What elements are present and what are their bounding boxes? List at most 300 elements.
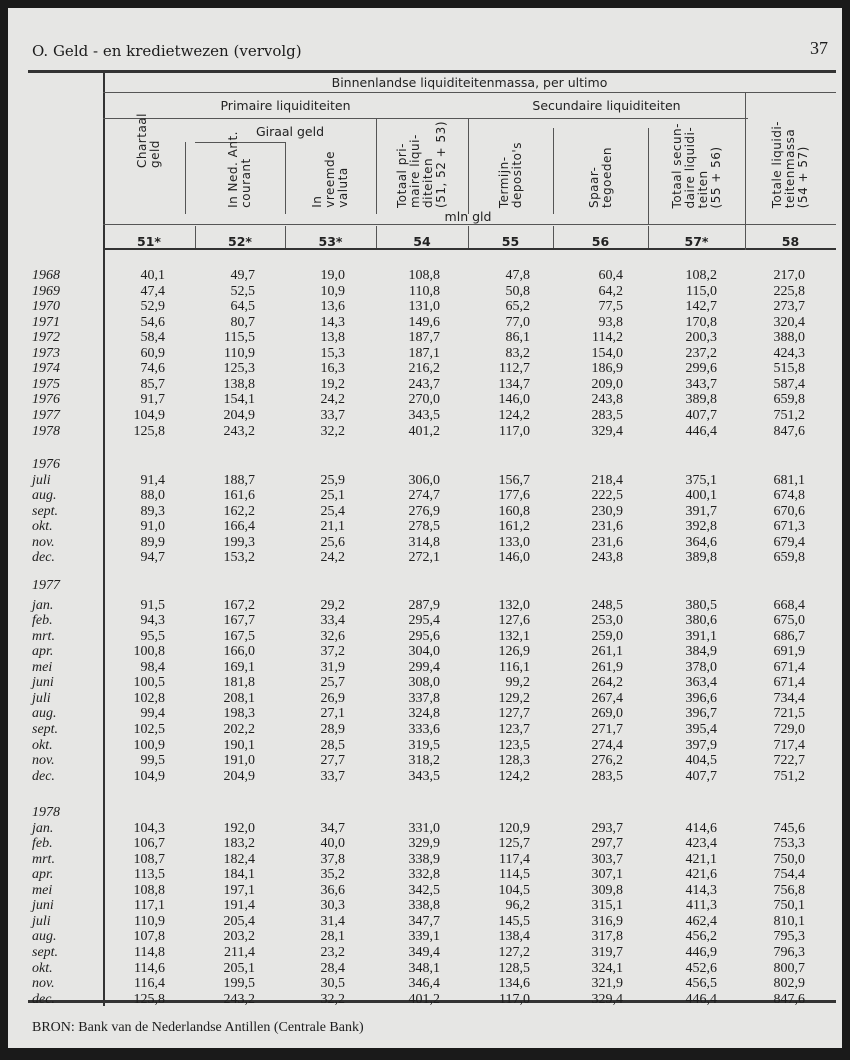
table-cell: 132,0 xyxy=(498,597,530,613)
col-divider xyxy=(648,128,649,224)
table-cell: 276,9 xyxy=(408,503,440,519)
table-cell: 400,1 xyxy=(685,488,717,504)
table-cell: 16,3 xyxy=(320,361,345,377)
table-row xyxy=(8,706,842,722)
table-cell: 671,3 xyxy=(773,519,805,535)
table-cell: 411,3 xyxy=(686,898,717,914)
table-cell: 225,8 xyxy=(773,283,805,299)
table-cell: 299,4 xyxy=(408,659,440,675)
table-cell: 21,1 xyxy=(320,519,345,535)
table-cell: 269,0 xyxy=(591,706,623,722)
table-cell: 106,7 xyxy=(133,836,165,852)
table-cell: 134,6 xyxy=(498,976,530,992)
table-cell: 278,5 xyxy=(408,519,440,535)
table-cell: 211,4 xyxy=(224,944,255,960)
row-label: 1968 xyxy=(32,268,60,283)
table-cell: 315,1 xyxy=(591,898,623,914)
table-cell: 117,4 xyxy=(499,851,530,867)
table-cell: 750,0 xyxy=(773,851,805,867)
table-cell: 116,4 xyxy=(134,976,165,992)
table-cell: 125,8 xyxy=(133,423,165,439)
table-cell: 13,8 xyxy=(320,330,345,346)
group-heading xyxy=(8,805,842,821)
table-cell: 295,4 xyxy=(408,613,440,629)
table-cell: 91,5 xyxy=(140,597,165,613)
table-cell: 392,8 xyxy=(685,519,717,535)
table-cell: 102,5 xyxy=(133,721,165,737)
table-cell: 167,5 xyxy=(223,628,255,644)
table-cell: 318,2 xyxy=(408,753,440,769)
col-divider xyxy=(745,226,746,248)
table-cell: 414,3 xyxy=(685,882,717,898)
table-cell: 253,0 xyxy=(591,613,623,629)
table-cell: 47,4 xyxy=(140,283,165,299)
table-cell: 102,8 xyxy=(133,690,165,706)
table-cell: 343,5 xyxy=(408,407,440,423)
table-row xyxy=(8,976,842,992)
table-cell: 24,2 xyxy=(320,392,345,408)
row-label: sept. xyxy=(32,503,59,519)
table-cell: 297,7 xyxy=(591,836,623,852)
table-cell: 14,3 xyxy=(320,314,345,330)
table-row xyxy=(8,408,842,424)
table-cell: 308,0 xyxy=(408,675,440,691)
table-row xyxy=(8,738,842,754)
table-cell: 23,2 xyxy=(320,944,345,960)
table-cell: 60,4 xyxy=(598,268,623,283)
table-cell: 27,1 xyxy=(320,706,345,722)
column-number: 57* xyxy=(684,234,709,249)
table-cell: 287,9 xyxy=(408,597,440,613)
row-label: aug. xyxy=(32,706,57,722)
table-cell: 446,4 xyxy=(685,991,717,1007)
table-row xyxy=(8,722,842,738)
table-cell: 37,2 xyxy=(320,644,345,660)
table-cell: 98,4 xyxy=(140,659,165,675)
row-label: 1975 xyxy=(32,376,60,392)
table-cell: 24,2 xyxy=(320,550,345,566)
row-label: apr. xyxy=(32,644,54,660)
table-cell: 187,7 xyxy=(408,330,440,346)
page-number: 37 xyxy=(810,38,828,58)
table-row xyxy=(8,315,842,331)
table-cell: 125,7 xyxy=(498,836,530,852)
table-cell: 167,2 xyxy=(223,597,255,613)
table-cell: 91,4 xyxy=(140,472,165,488)
table-cell: 389,8 xyxy=(685,392,717,408)
row-label: aug. xyxy=(32,929,57,945)
table-cell: 108,8 xyxy=(133,882,165,898)
row-label: 1970 xyxy=(32,299,60,315)
table-row xyxy=(8,473,842,489)
table-cell: 337,8 xyxy=(408,690,440,706)
table-cell: 116,1 xyxy=(499,659,530,675)
row-label: 1973 xyxy=(32,345,60,361)
row-label: juli xyxy=(32,472,51,488)
row-label: apr. xyxy=(32,867,54,883)
table-cell: 338,8 xyxy=(408,898,440,914)
table-cell: 89,9 xyxy=(140,534,165,550)
table-cell: 456,5 xyxy=(685,976,717,992)
table-cell: 188,7 xyxy=(223,472,255,488)
table-row xyxy=(8,675,842,691)
table-cell: 332,8 xyxy=(408,867,440,883)
table-cell: 27,7 xyxy=(320,753,345,769)
table-row xyxy=(8,691,842,707)
table-cell: 391,1 xyxy=(685,628,717,644)
table-cell: 149,6 xyxy=(408,314,440,330)
table-row xyxy=(8,929,842,945)
table-row xyxy=(8,519,842,535)
col-divider xyxy=(468,118,469,214)
table-cell: 127,6 xyxy=(498,613,530,629)
table-cell: 32,6 xyxy=(320,628,345,644)
table-cell: 202,2 xyxy=(223,721,255,737)
table-cell: 115,0 xyxy=(686,283,717,299)
table-cell: 295,6 xyxy=(408,628,440,644)
table-cell: 384,9 xyxy=(685,644,717,660)
table-cell: 339,1 xyxy=(408,929,440,945)
row-label: mrt. xyxy=(32,851,55,867)
table-cell: 397,9 xyxy=(685,737,717,753)
table-cell: 309,8 xyxy=(591,882,623,898)
table-cell: 120,9 xyxy=(498,820,530,836)
row-label: nov. xyxy=(32,976,55,992)
table-row xyxy=(8,945,842,961)
table-cell: 314,8 xyxy=(408,534,440,550)
table-cell: 114,6 xyxy=(134,960,165,976)
table-cell: 283,5 xyxy=(591,407,623,423)
table-cell: 30,3 xyxy=(320,898,345,914)
table-cell: 77,0 xyxy=(505,314,530,330)
table-row xyxy=(8,299,842,315)
row-label: juni xyxy=(32,898,54,914)
table-cell: 675,0 xyxy=(773,613,805,629)
rule xyxy=(103,118,748,119)
table-cell: 113,5 xyxy=(134,867,165,883)
table-cell: 388,0 xyxy=(773,330,805,346)
table-cell: 127,2 xyxy=(498,944,530,960)
section-title: O. Geld - en kredietwezen (vervolg) xyxy=(32,42,302,60)
table-cell: 30,5 xyxy=(320,976,345,992)
table-cell: 424,3 xyxy=(773,345,805,361)
table-cell: 115,5 xyxy=(224,330,255,346)
table-cell: 750,1 xyxy=(773,898,805,914)
table-row xyxy=(8,629,842,645)
table-cell: 91,7 xyxy=(140,392,165,408)
row-label: 1969 xyxy=(32,283,60,299)
table-cell: 88,0 xyxy=(140,488,165,504)
table-cell: 145,5 xyxy=(498,913,530,929)
table-cell: 33,7 xyxy=(320,768,345,784)
row-label: sept. xyxy=(32,721,59,737)
table-cell: 209,0 xyxy=(591,376,623,392)
table-cell: 114,8 xyxy=(134,944,165,960)
table-cell: 52,5 xyxy=(230,283,255,299)
row-label: dec. xyxy=(32,768,55,784)
table-cell: 181,8 xyxy=(223,675,255,691)
table-row xyxy=(8,284,842,300)
table-cell: 347,7 xyxy=(408,913,440,929)
table-cell: 134,7 xyxy=(498,376,530,392)
primary-header: Primaire liquiditeiten xyxy=(220,98,351,113)
table-cell: 216,2 xyxy=(408,361,440,377)
row-label: feb. xyxy=(32,836,53,852)
table-cell: 54,6 xyxy=(140,314,165,330)
table-cell: 721,5 xyxy=(773,706,805,722)
table-cell: 100,8 xyxy=(133,644,165,660)
table-cell: 40,1 xyxy=(140,268,165,283)
table-cell: 421,6 xyxy=(685,867,717,883)
table-cell: 94,3 xyxy=(140,613,165,629)
rule xyxy=(103,92,836,93)
table-cell: 847,6 xyxy=(773,991,805,1007)
table-cell: 25,9 xyxy=(320,472,345,488)
table-cell: 810,1 xyxy=(773,913,805,929)
table-row xyxy=(8,753,842,769)
table-cell: 32,2 xyxy=(320,991,345,1007)
column-header: Chartaal geld xyxy=(135,112,162,168)
table-cell: 203,2 xyxy=(223,929,255,945)
column-number: 54 xyxy=(413,234,431,249)
table-cell: 745,6 xyxy=(773,820,805,836)
table-cell: 110,9 xyxy=(134,913,165,929)
table-cell: 231,6 xyxy=(591,519,623,535)
table-cell: 49,7 xyxy=(230,268,255,283)
secondary-header: Secundaire liquiditeiten xyxy=(532,98,681,113)
table-row xyxy=(8,821,842,837)
table-cell: 243,2 xyxy=(223,423,255,439)
table-cell: 217,0 xyxy=(773,268,805,283)
table-cell: 264,2 xyxy=(591,675,623,691)
row-label: mei xyxy=(32,882,53,898)
table-row xyxy=(8,330,842,346)
table-cell: 86,1 xyxy=(505,330,530,346)
table-row xyxy=(8,898,842,914)
table-cell: 754,4 xyxy=(773,867,805,883)
table-row xyxy=(8,852,842,868)
col-divider xyxy=(553,226,554,248)
table-cell: 307,1 xyxy=(591,867,623,883)
table-cell: 199,5 xyxy=(223,976,255,992)
table-cell: 104,9 xyxy=(133,407,165,423)
table-cell: 198,3 xyxy=(223,706,255,722)
table-cell: 108,2 xyxy=(685,268,717,283)
table-cell: 283,5 xyxy=(591,768,623,784)
table-cell: 146,0 xyxy=(498,392,530,408)
table-cell: 396,7 xyxy=(685,706,717,722)
table-cell: 108,7 xyxy=(133,851,165,867)
table-cell: 681,1 xyxy=(773,472,805,488)
table-cell: 847,6 xyxy=(773,423,805,439)
col-divider xyxy=(553,128,554,214)
table-cell: 117,0 xyxy=(499,991,530,1007)
col-divider xyxy=(285,142,286,214)
table-row xyxy=(8,488,842,504)
table-cell: 204,9 xyxy=(223,407,255,423)
table-cell: 94,7 xyxy=(140,550,165,566)
table-cell: 333,6 xyxy=(408,721,440,737)
table-cell: 64,5 xyxy=(230,299,255,315)
table-cell: 319,7 xyxy=(591,944,623,960)
table-cell: 50,8 xyxy=(505,283,530,299)
table-cell: 751,2 xyxy=(773,407,805,423)
table-row xyxy=(8,550,842,566)
rule xyxy=(103,224,836,225)
table-cell: 13,6 xyxy=(320,299,345,315)
table-row xyxy=(8,769,842,785)
table-cell: 205,4 xyxy=(223,913,255,929)
table-cell: 29,2 xyxy=(320,597,345,613)
table-cell: 321,9 xyxy=(591,976,623,992)
table-cell: 452,6 xyxy=(685,960,717,976)
table-row xyxy=(8,914,842,930)
table-cell: 319,5 xyxy=(408,737,440,753)
table-cell: 107,8 xyxy=(133,929,165,945)
row-label: jan. xyxy=(32,597,54,613)
table-cell: 95,5 xyxy=(140,628,165,644)
row-label: juli xyxy=(32,690,51,706)
row-label: 1977 xyxy=(32,407,60,423)
table-cell: 199,3 xyxy=(223,534,255,550)
table-cell: 128,3 xyxy=(498,753,530,769)
table-cell: 378,0 xyxy=(685,659,717,675)
table-cell: 261,1 xyxy=(591,644,623,660)
table-cell: 375,1 xyxy=(685,472,717,488)
table-cell: 191,0 xyxy=(223,753,255,769)
top-rule xyxy=(28,70,836,73)
table-cell: 28,4 xyxy=(320,960,345,976)
table-cell: 304,0 xyxy=(408,644,440,660)
table-cell: 414,6 xyxy=(685,820,717,836)
table-row xyxy=(8,660,842,676)
table-cell: 796,3 xyxy=(773,944,805,960)
table-cell: 28,9 xyxy=(320,721,345,737)
table-cell: 112,7 xyxy=(499,361,530,377)
table-cell: 230,9 xyxy=(591,503,623,519)
table-cell: 259,0 xyxy=(591,628,623,644)
table-cell: 91,0 xyxy=(140,519,165,535)
table-cell: 274,7 xyxy=(408,488,440,504)
column-number: 51* xyxy=(137,234,161,249)
table-cell: 324,8 xyxy=(408,706,440,722)
table-cell: 162,2 xyxy=(223,503,255,519)
table-cell: 80,7 xyxy=(230,314,255,330)
row-label: mei xyxy=(32,659,53,675)
table-cell: 751,2 xyxy=(773,768,805,784)
table-cell: 342,5 xyxy=(408,882,440,898)
table-cell: 19,2 xyxy=(320,376,345,392)
table-cell: 208,1 xyxy=(223,690,255,706)
table-row xyxy=(8,644,842,660)
table-cell: 26,9 xyxy=(320,690,345,706)
group-heading xyxy=(8,457,842,473)
table-cell: 83,2 xyxy=(505,345,530,361)
table-cell: 99,2 xyxy=(505,675,530,691)
table-cell: 132,1 xyxy=(498,628,530,644)
table-row xyxy=(8,504,842,520)
table-cell: 190,1 xyxy=(223,737,255,753)
column-number: 56 xyxy=(591,234,610,249)
table-cell: 717,4 xyxy=(773,737,805,753)
table-cell: 671,4 xyxy=(773,659,805,675)
table-cell: 127,7 xyxy=(498,706,530,722)
table-cell: 272,1 xyxy=(408,550,440,566)
table-cell: 28,5 xyxy=(320,737,345,753)
table-cell: 96,2 xyxy=(505,898,530,914)
table-cell: 99,5 xyxy=(140,753,165,769)
table-cell: 123,7 xyxy=(498,721,530,737)
table-cell: 205,1 xyxy=(223,960,255,976)
table-row xyxy=(8,346,842,362)
table-cell: 395,4 xyxy=(685,721,717,737)
table-cell: 153,2 xyxy=(223,550,255,566)
table-cell: 110,8 xyxy=(409,283,440,299)
table-cell: 276,2 xyxy=(591,753,623,769)
table-cell: 117,1 xyxy=(134,898,165,914)
table-cell: 273,7 xyxy=(773,299,805,315)
table-cell: 271,7 xyxy=(591,721,623,737)
table-cell: 674,8 xyxy=(773,488,805,504)
table-cell: 33,4 xyxy=(320,613,345,629)
table-cell: 114,2 xyxy=(592,330,623,346)
document-page xyxy=(8,8,842,1048)
row-label: jan. xyxy=(32,820,54,836)
table-row xyxy=(8,836,842,852)
table-cell: 756,8 xyxy=(773,882,805,898)
table-row xyxy=(8,961,842,977)
column-header: Totaal secun- daire liquidi- teiten (55 + 56) xyxy=(669,122,723,208)
table-cell: 85,7 xyxy=(140,376,165,392)
row-label: nov. xyxy=(32,753,55,769)
column-header: In vreemde valuta xyxy=(310,151,350,208)
table-cell: 64,2 xyxy=(598,283,623,299)
group-year: 1978 xyxy=(32,805,60,820)
table-cell: 161,6 xyxy=(223,488,255,504)
table-cell: 659,8 xyxy=(773,550,805,566)
table-cell: 31,9 xyxy=(320,659,345,675)
table-cell: 10,9 xyxy=(320,283,345,299)
table-cell: 156,7 xyxy=(498,472,530,488)
table-cell: 204,9 xyxy=(223,768,255,784)
table-cell: 192,0 xyxy=(223,820,255,836)
table-cell: 306,0 xyxy=(408,472,440,488)
table-cell: 28,1 xyxy=(320,929,345,945)
table-cell: 126,9 xyxy=(498,644,530,660)
table-cell: 686,7 xyxy=(773,628,805,644)
table-cell: 182,4 xyxy=(223,851,255,867)
table-cell: 123,5 xyxy=(498,737,530,753)
table-cell: 129,2 xyxy=(498,690,530,706)
col-divider xyxy=(285,226,286,248)
row-label: okt. xyxy=(32,519,53,535)
table-cell: 19,0 xyxy=(320,268,345,283)
table-cell: 25,1 xyxy=(320,488,345,504)
table-cell: 117,0 xyxy=(499,423,530,439)
col-divider xyxy=(648,226,649,248)
row-label: 1976 xyxy=(32,392,60,408)
table-row xyxy=(8,535,842,551)
table-cell: 114,5 xyxy=(499,867,530,883)
table-cell: 243,8 xyxy=(591,550,623,566)
row-label: okt. xyxy=(32,960,53,976)
row-label: 1974 xyxy=(32,361,60,377)
table-cell: 343,5 xyxy=(408,768,440,784)
row-label: 1978 xyxy=(32,423,60,439)
table-cell: 100,5 xyxy=(133,675,165,691)
table-cell: 184,1 xyxy=(223,867,255,883)
table-cell: 237,2 xyxy=(685,345,717,361)
